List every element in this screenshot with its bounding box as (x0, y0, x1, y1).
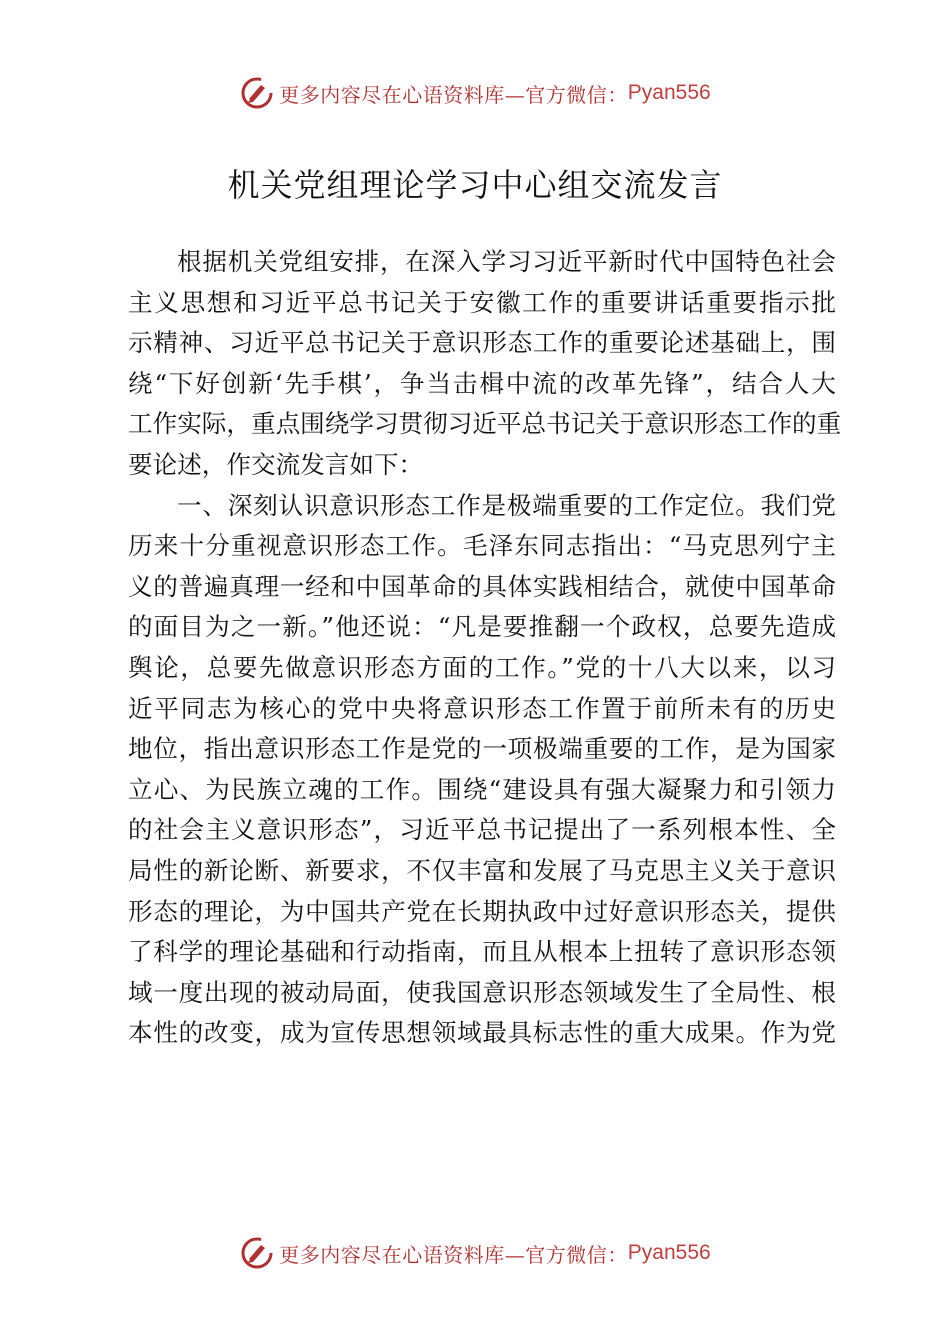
text-line: 本性的改变，成为宣传思想领域最具标志性的重大成果。作为党 (128, 1018, 836, 1048)
watermark-id: Pyan556 (627, 1241, 711, 1264)
text-line: 根据机关党组安排，在深入学习习近平新时代中国特色社会 (177, 247, 836, 276)
text-line: 工作实际，重点围绕学习贯彻习近平总书记关于意识形态工作的重 (128, 409, 842, 439)
text-line: 域一度出现的被动局面，使我国意识形态领域发生了全局性、根 (128, 977, 836, 1007)
text-line: 了科学的理论基础和行动指南，而且从根本上扭转了意识形态领 (128, 937, 836, 967)
text-line: 历来十分重视意识形态工作。毛泽东同志指出：“马克思列宁主 (128, 531, 836, 561)
text-line: 主义思想和习近平总书记关于安徽工作的重要讲话重要指示批 (128, 287, 836, 317)
text-line: 立心、为民族立魂的工作。围绕“建设具有强大凝聚力和引领力 (128, 774, 836, 804)
text-line: 一、深刻认识意识形态工作是极端重要的工作定位。我们党 (177, 490, 836, 520)
text-line: 要论述，作交流发言如下： (128, 449, 424, 479)
brush-logo-icon (239, 75, 275, 111)
watermark-footer (0, 1233, 950, 1273)
watermark-text: 更多内容尽在心语资料库—官方微信： (279, 1242, 628, 1267)
brush-logo-icon (239, 1235, 275, 1271)
text-line: 形态的理论，为中国共产党在长期执政中过好意识形态关，提供 (128, 896, 836, 926)
text-line: 绕“下好创新‘先手棋’，争当击楫中流的改革先锋”，结合人大 (128, 368, 836, 398)
text-line: 示精神、习近平总书记关于意识形态工作的重要论述基础上，围 (128, 328, 836, 358)
document-title: 机关党组理论学习中心组交流发言 (227, 166, 723, 204)
text-line: 地位，指出意识形态工作是党的一项极端重要的工作，是为国家 (128, 734, 836, 764)
document-body (128, 242, 842, 1054)
text-line: 的面目为之一新。”他还说：“凡是要推翻一个政权，总要先造成 (128, 612, 836, 642)
text-line: 局性的新论断、新要求，不仅丰富和发展了马克思主义关于意识 (128, 855, 836, 885)
watermark-text: 更多内容尽在心语资料库—官方微信： (279, 82, 628, 107)
text-line: 的社会主义意识形态”，习近平总书记提出了一系列根本性、全 (128, 815, 836, 845)
watermark-header (0, 73, 950, 113)
text-line: 近平同志为核心的党中央将意识形态工作置于前所未有的历史 (128, 693, 836, 723)
text-line: 义的普遍真理一经和中国革命的具体实践相结合，就使中国革命 (128, 571, 836, 601)
watermark-id: Pyan556 (627, 81, 711, 104)
text-line: 舆论，总要先做意识形态方面的工作。”党的十八大以来，以习 (128, 652, 836, 682)
